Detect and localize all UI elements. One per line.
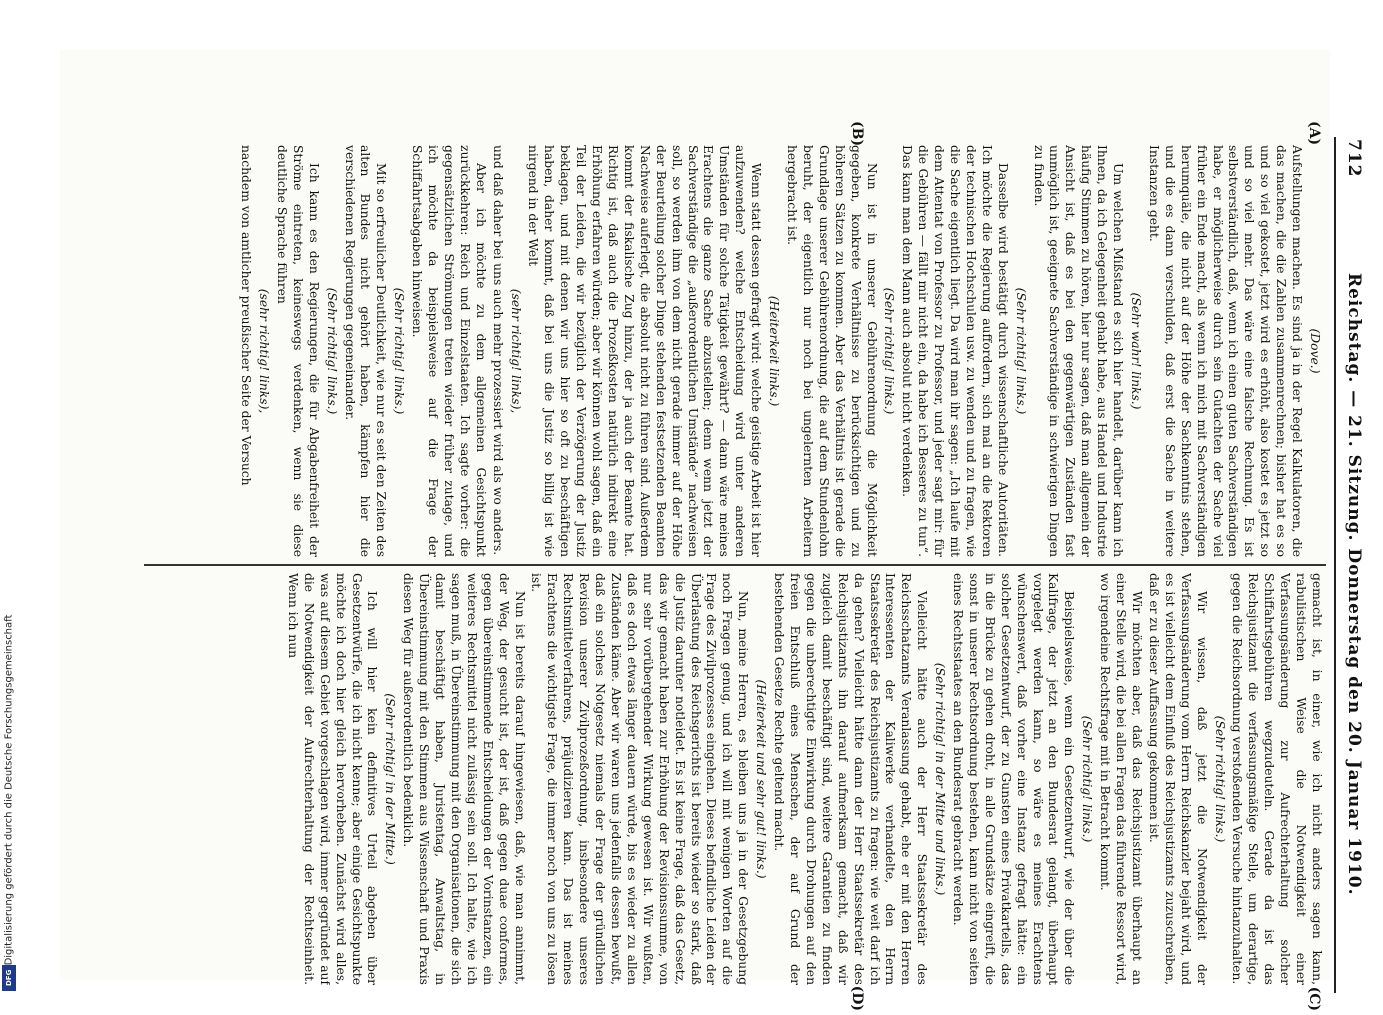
paragraph: Nun, meine Herren, es bleiben uns ja in der Gesetzgebung noch Fragen genug, und ich will mit wenigen Worten auf die Frage des Zivilprozesses eingehen. Dieses befindliche Leiden der Überlastung des Reichsgerichts ist bereits wieder so stark, daß die Justiz darunter notleidet. Es ist keine Frage, daß das Gesetz, das wir gemacht haben zur Erhöhung der Revisionssumme, von nur sehr vorübergehender Wirkung gewesen ist. Wir wußten, daß es doch etwas länger dauern würde, bis es wieder zu allen Zuständen käme. Aber wir waren uns jedenfalls dessen bewußt, daß ein solches Notgesetz niemals der Frage der gründlichen Revision unserer Zivilprozeßordnung, insbesondere unseres Rechtsmittelverfahrens, präjudizieren kann. Das ist meines Erachtens die wichtigste Frage, die immer noch von uns zu lösen ist. xyxy=(529,573,751,985)
attribution-text: Digitalisierung gefördert durch die Deutsche Forschungsgemeinschaft xyxy=(3,614,15,966)
remark: (Sehr richtig! links.) xyxy=(324,287,339,415)
margin-mark-c: (C) xyxy=(1306,986,1322,1011)
margin-mark-a: (A) xyxy=(1306,121,1322,146)
page-number: 712 xyxy=(1344,139,1364,178)
remark: (sehr richtig! links), xyxy=(508,288,523,414)
remark: (Sehr richtig! links.) xyxy=(1013,287,1028,415)
scanned-page xyxy=(60,50,1364,1011)
rotated-page-content xyxy=(130,115,1380,1015)
paragraph: gemacht ist, in einer, wie ich nicht anders sagen kann, rabulistischen Weise die Notwendigkeit einer Verfassungsänderung zur Aufrechterhaltung solcher Schiffahrtsgebühren wegzudeuteln. Gerade da ist das Reichsjustizamt die verfassungsmäßige Stelle, um derartige, gegen die Reichsordnung verstoßenden Versuche hintanzuhalten. xyxy=(1230,573,1324,985)
paragraph: Aufstellungen machen. Es sind ja in der Regel Kalkulatoren, die das machen, die die Zahlen zusammenrechnen; bisher hat es so und so viel gekostet, jetzt wird es erhöht, also kostet es jetzt so und so viel mehr. Das wäre eine falsche Rechnung. Es ist selbstverständlich, daß, wenn ich einen guten Sachverständigen habe, er möglicherweise durch sein Gutachten der Sache viel früher ein Ende macht, als wenn ich mich mit Sachverständigen herumquäle, die nicht auf der Höhe der Sachkenntnis stehen, und die es dann verschulden, daß erst die Sache in weitere Instanzen geht. xyxy=(1146,145,1305,557)
remark: (Sehr richtig! in der Mitte.) xyxy=(383,693,398,865)
remark: (Sehr richtig! in der Mitte und links.) xyxy=(933,662,948,896)
page-title: Reichstag. — 21. Sitzung. Donnerstag den 20. Januar 1910. xyxy=(1344,272,1364,896)
paragraph: Aber ich möchte zu dem allgemeinen Gesichtspunkt zurückkehren: Reich und Einzelstaaten. Ich sagte vorher: die gegensätzlichen Strömungen treten wieder früher zutage, und ich möchte da beispielsweise auf die Frage der Schiffahrtsabgaben hinweisen. xyxy=(410,145,488,557)
remark: (Sehr richtig! links.) xyxy=(1080,715,1095,843)
paragraph: Beispielsweise, wenn ein Gesetzentwurf, wie der über die Kalifrage, der jetzt an den Bundesrat gelangt, überhaupt vorgelegt werden kann, so wäre es meines Erachtens wünschenswert, daß vorher eine Instanz gefragt hätte: ein solcher Gesetzentwurf, der zu Gunsten eines Privatkartells, das in die Brücke zu gehen droht, in alle Grundsätze eingreift, die sonst in unserer Rechtsordnung bestehen, kann nicht von seiten eines Rechtsstaates an den Bundesrat gebracht werden. xyxy=(951,573,1077,985)
paragraph: Ich will hier kein definitives Urteil abgeben über Gesetzentwürfe, die ich nicht kenne; aber einige Gesichtspunkte möchte ich doch hier gleich hervorheben. Zunächst wird alles, was auf diesem Gebiet vorgeschlagen wird, immer gegründet auf die Notwendigkeit der Aufrechterhaltung der Rechtseinheit. Wenn ich nun xyxy=(285,573,380,985)
remark: (Sehr richtig! links.) xyxy=(882,287,897,415)
paragraph: Mit so erfreulicher Deutlichkeit, wie nur es seit den Zeiten des alten Bundes nicht gehört haben, kämpfen hier die verschiedenen Regierungen gegeneinander. xyxy=(342,145,389,557)
remark: (Heiterkeit links.) xyxy=(767,295,782,407)
remark: (Sehr richtig! links.) xyxy=(392,287,407,415)
paragraph: nachdem von amtlicher preußischer Seite der Versuch xyxy=(239,145,254,486)
paragraph: Nun ist bereits darauf hingewiesen, daß, wie man annimmt, der Weg, der gesucht ist, der ist, daß gegen duae conformes, gegen übereinstimmende Entscheidungen der Vorinstanzen, ein weiteres Rechtsmittel nicht zulässig sein soll. Ich halte, wie ich sagen muß, in Übereinstimmung mit den Organisationen, die sich damit beschäftigt haben, Juristentag, Anwaltstag, in Übereinstimmung mit den Stimmen aus Wissenschaft und Praxis diesen Weg für außerordentlich bedenklich. xyxy=(401,573,527,985)
dfg-logo: DFG xyxy=(2,965,16,991)
paragraph: Um welchen Mißstand es sich hier handelt, darüber kann ich Ihnen, da ich Gelegenheit gehabt habe, aus Handel und Industrie häufig Stimmen zu hören, hier nur sagen, daß man allgemein der Ansicht ist, daß es bei den gegenwärtigen Zuständen fast unmöglich ist, geeignete Sachverständige in schwierigen Dingen zu finden. xyxy=(1031,145,1126,557)
left-column xyxy=(146,145,1324,557)
column-divider xyxy=(144,564,1326,566)
header-rule xyxy=(1334,137,1336,993)
right-column xyxy=(146,573,1324,985)
paragraph: Ich kann es den Regierungen, die für Abgabenfreiheit der Ströme eintreten, keineswegs verdenken, wenn sie diese deutliche Sprache führen xyxy=(274,145,321,557)
paragraph: Nun ist in unserer Gebührenordnung die Möglichkeit gegeben, konkrete Verhältnisse zu berücksichtigen und zu höheren Sätzen zu kommen. Aber das Verhältnis ist gerade die Grundlage unserer Gebührenordnung, die auf dem Stundenlohn beruht, der eigentlich nur noch bei ungelernten Arbeitern hergebracht ist. xyxy=(785,145,879,557)
paragraph: Wir möchten aber, daß das Reichsjustizamt überhaupt an einer Stelle wird, die bei allen Fragen das führende Ressort wird, wo irgendeine Rechtsfrage mit in Betracht kommt. xyxy=(1098,573,1145,985)
dfg-attribution xyxy=(2,600,16,980)
paragraph: und daß daher bei uns auch mehr prozessiert wird als wo anders. xyxy=(490,145,505,556)
paragraph: Dasselbe wird bestätigt durch wissenschaftliche Autoritäten. Ich möchte die Regierung auffordern, sich mal an die Rektoren der technischen Hochschulen usw. zu wenden und zu fragen, wie die Sache eigentlich liegt. Da wird man ihr sagen: „Ich laufe mit dem Attentat von Professor zu Professor, und jeder sagt mir: für die Gebühren — fällt mir nicht ein, da habe ich Besseres zu tun“. Das kann man dem Mann auch absolut nicht verdenken. xyxy=(900,145,1010,557)
page-header xyxy=(1340,139,1368,991)
remark: (sehr richtig! links), xyxy=(257,288,271,414)
remark: (Sehr richtig! links.) xyxy=(1212,715,1227,843)
paragraph: Wenn statt dessen gefragt wird: welche geistige Arbeit ist hier aufzuwenden? welche Entscheidung wird unter anderen Umständen für solche Tätigkeit gewährt? — dann wäre meines Erachtens die ganze Sache abzustellen; denn wenn jetzt der Sachverständige die „außerordentlichen Umstände“ nachweisen soll, so werden ihm von dem nicht gerade immer auf der Höhe der Beurteilung solcher Dinge stehenden festsetzenden Beamten Nachweise auferlegt, die absolut nicht zu führen sind. Außerdem kommt der fiskalische Zug hinzu, der ja auch der Beamte hat. Richtig ist, daß auch die Prozeßkosten natürlich indirekt eine Erhöhung erfahren würden; aber wir können wohl sagen, daß ein Teil der Leiden, die wir bezüglich der Verzögerung der Justiz beklagen, und mit denen wir uns hier so oft zu beschäftigen haben, daher kommt, daß bei uns die Justiz so billig ist wie nirgend in der Welt xyxy=(526,145,764,557)
margin-mark-d: (D) xyxy=(849,985,865,1011)
margin-mark-b: (B) xyxy=(849,121,865,147)
remark: (Sehr wahr! links.) xyxy=(1129,292,1144,410)
remark: (Heiterkeit und sehr gut! links.) xyxy=(754,679,769,879)
speaker-name: (Dove.) xyxy=(1308,328,1322,374)
paragraph: Wir wissen, daß jetzt die Notwendigkeit der Verfassungsänderung vom Herrn Reichskanzler bejaht wird, und es ist vielleicht dem Einfluß des Reichsjustizamts zuzuschreiben, daß er zu dieser Auffassung gekommen ist. xyxy=(1146,573,1209,985)
paragraph: Vielleicht hätte auch der Herr Staatssekretär des Reichsschatzamts Veranlassung gehabt, ehe er mit den Herren Interessenten der Kaliwerke verhandelte, den Herrn Staatssekretär des Reichsjustizamts zu fragen: wie weit darf ich da gehen? Vielleicht hätte dann der Herr Staatssekretär des Reichsjustizamts ihn darauf aufmerksam gemacht, daß wir zugleich damit beschäftigt sind, weitere Garantien zu finden gegen die unberechtigte Einwirkung durch Drohungen auf den freien Entschluß eines Menschen, der auf Grund der bestehenden Gesetze Rechte geltend macht. xyxy=(772,573,930,985)
